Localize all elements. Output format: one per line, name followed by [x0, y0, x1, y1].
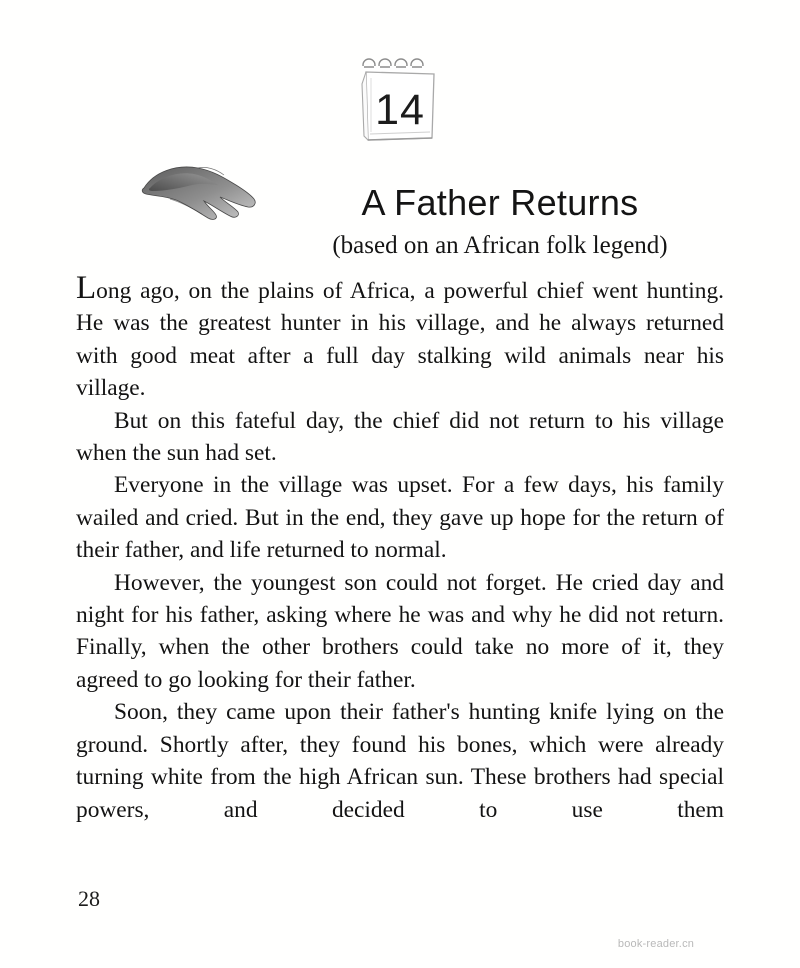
flip-calendar-icon	[348, 58, 452, 150]
chapter-number: 14	[375, 86, 425, 134]
hand-illustration	[140, 158, 270, 226]
paragraph-3: Everyone in the village was upset. For a few days, his family wailed and cried. But in the end, they gave up hope for the return of their father, and life returned to normal.	[76, 472, 724, 564]
paragraph-4: However, the youngest son could not forget. He cried day and night for his father, asking where he was and why he did not return. Finally, when the other brothers could take no more of it, they agreed to go looking for their father.	[76, 569, 724, 693]
paragraph-2: But on this fateful day, the chief did not return to his village when the sun had set.	[76, 407, 724, 467]
page-title: A Father Returns	[361, 182, 639, 223]
body-text	[76, 272, 724, 826]
page-subtitle: (based on an African folk legend)	[332, 232, 668, 259]
page-number: 28	[78, 886, 100, 911]
paragraph-1	[76, 272, 724, 405]
paragraph-1-text: ong ago, on the plains of Africa, a powerful chief went hunting. He was the greatest hunter in his village, and he always returned with good meat after a full day stalking wild animals near his village.	[76, 278, 724, 402]
drop-cap: L	[76, 270, 97, 306]
watermark: book-reader.cn	[617, 938, 695, 950]
paragraph-5: Soon, they came upon their father's hunting knife lying on the ground. Shortly after, they found his bones, which were already turning white from the high African sun. These brothers had special powers, and decided to use them	[76, 699, 724, 823]
